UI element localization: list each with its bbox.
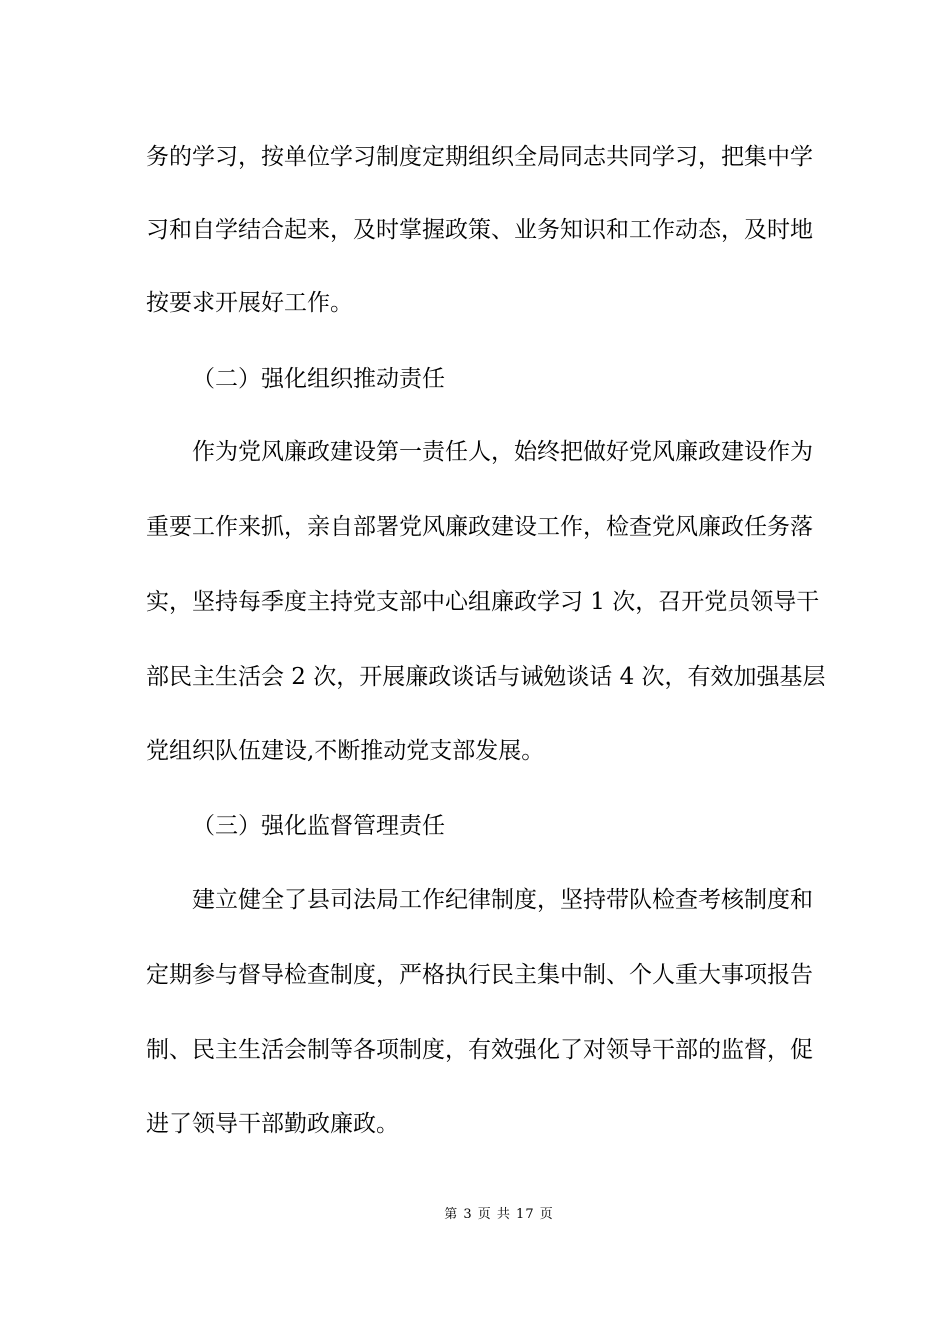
page-number-footer: 第 3 页 共 17 页: [444, 1207, 554, 1222]
paragraph-line: 建立健全了县司法局工作纪律制度，坚持带队检查考核制度和: [192, 887, 813, 913]
paragraph-line: 定期参与督导检查制度，严格执行民主集中制、个人重大事项报告: [146, 962, 813, 988]
paragraph-line: 务的学习，按单位学习制度定期组织全局同志共同学习，把集中学: [146, 144, 813, 170]
paragraph-line: 党组织队伍建设,不断推动党支部发展。: [146, 738, 545, 764]
section-heading: （二）强化组织推动责任: [192, 366, 445, 392]
paragraph-line: 按要求开展好工作。: [146, 290, 353, 316]
paragraph-line: 重要工作来抓，亲自部署党风廉政建设工作，检查党风廉政任务落: [146, 514, 813, 540]
paragraph-line: 实，坚持每季度主持党支部中心组廉政学习 1 次，召开党员领导干: [146, 589, 820, 615]
paragraph-line: 制、民主生活会制等各项制度，有效强化了对领导干部的监督，促: [146, 1037, 813, 1063]
paragraph-line: 部民主生活会 2 次，开展廉政谈话与诫勉谈话 4 次，有效加强基层: [146, 664, 826, 690]
paragraph-line: 进了领导干部勤政廉政。: [146, 1111, 399, 1137]
section-heading: （三）强化监督管理责任: [192, 813, 445, 839]
paragraph-line: 作为党风廉政建设第一责任人，始终把做好党风廉政建设作为: [192, 439, 813, 465]
paragraph-line: 习和自学结合起来，及时掌握政策、业务知识和工作动态，及时地: [146, 217, 813, 243]
